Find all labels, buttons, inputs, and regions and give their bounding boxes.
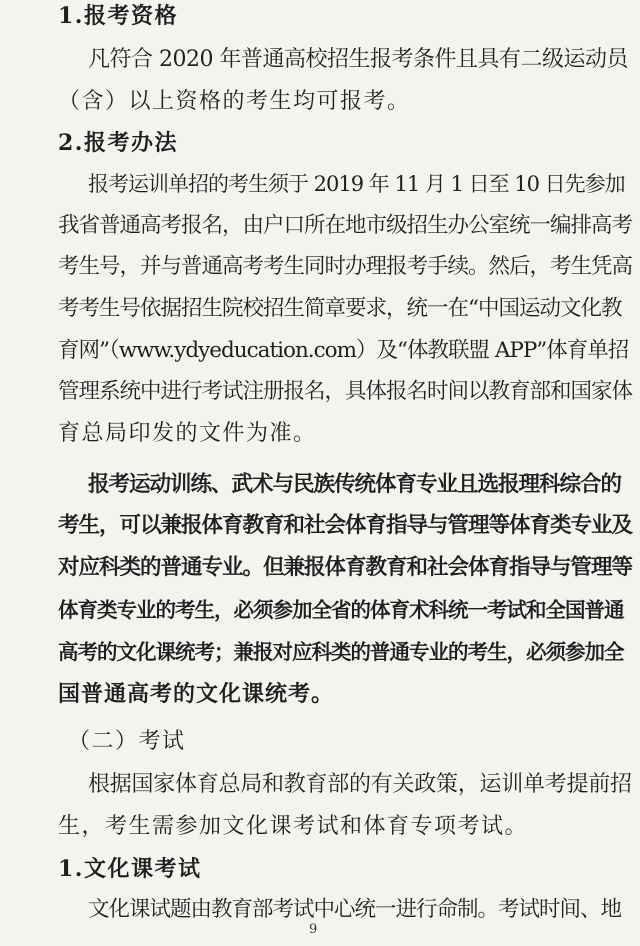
paragraph-line: 考生号，并与普通高考考生同时办理报考手续。然后，考生凭高: [58, 254, 633, 279]
heading-cultural-exam: 1.文化课考试: [58, 856, 202, 882]
section-heading-exam: （二）考试: [68, 729, 186, 754]
bold-paragraph-line: 体育类专业的考生，必须参加全省的体育术科统一考试和全国普通: [58, 598, 624, 622]
paragraph-line: 管理系统中进行考试注册报名，具体报名时间以教育部和国家体: [58, 379, 633, 404]
paragraph-line: 根据国家体育总局和教育部的有关政策，运训单考提前招: [88, 772, 632, 797]
paragraph-line: 育总局印发的文件为准。: [58, 421, 317, 446]
paragraph-line: （含）以上资格的考生均可报考。: [58, 89, 411, 114]
paragraph-line: 我省普通高考报名，由户口所在地市级招生办公室统一编排高考: [58, 213, 633, 238]
bold-paragraph-line: 报考运动训练、武术与民族传统体育专业且选报理科综合的: [88, 472, 622, 497]
bold-paragraph-line: 考生，可以兼报体育教育和社会体育指导与管理等体育类专业及: [58, 513, 633, 538]
paragraph-line: 凡符合 2020 年普通高校招生报考条件且具有二级运动员: [88, 47, 628, 72]
paragraph-line: 生，考生需参加文化课考试和体育专项考试。: [58, 814, 529, 839]
heading-application-method: 2.报考办法: [58, 130, 178, 156]
paragraph-line: 育网”（www.ydyeducation.com）及“体教联盟 APP”体育单招: [58, 338, 629, 363]
bold-paragraph-line: 对应科类的普通专业。但兼报体育教育和社会体育指导与管理等: [58, 555, 633, 580]
page-number: 9: [309, 922, 318, 937]
paragraph-line: 考考生号依据招生院校招生简章要求，统一在“中国运动文化教: [58, 296, 622, 321]
paragraph-line: 文化课试题由教育部考试中心统一进行命制。考试时间、地: [88, 897, 622, 922]
bold-paragraph-line: 高考的文化课统考；兼报对应科类的普通专业的考生，必须参加全: [58, 640, 624, 664]
paragraph-line: 报考运训单招的考生须于 2019 年 11 月 1 日至 10 日先参加: [88, 172, 625, 196]
bold-paragraph-line: 国普通高考的文化课统考。: [58, 681, 335, 707]
heading-eligibility: 1.报考资格: [58, 3, 178, 29]
